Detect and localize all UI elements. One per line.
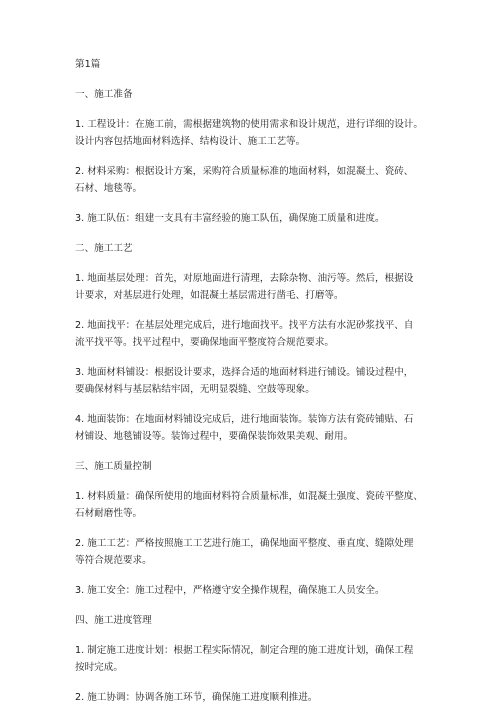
paragraph-line: 要确保材料与基层粘结牢固，无明显裂缝、空鼓等现象。	[75, 384, 315, 395]
paragraph-gap	[75, 351, 435, 364]
paragraph-line: 1. 材料质量：确保所使用的地面材料符合质量标准，如混凝土强度、瓷砖平整度、	[75, 491, 423, 502]
paragraph-line: 流平找平等。找平过程中，要确保地面平整度符合规范要求。	[75, 337, 335, 348]
paragraph-gap	[75, 599, 435, 612]
paragraph-line: 计要求，对基层进行处理，如混凝土基层需进行凿毛、打磨等。	[75, 290, 344, 301]
section-heading: 一、施工准备	[75, 89, 133, 100]
paragraph-gap	[75, 197, 435, 210]
paragraph-line: 等符合规范要求。	[75, 555, 152, 566]
paragraph-line: 1. 地面基层处理：首先，对原地面进行清理，去除杂物、油污等。然后，根据设	[75, 273, 414, 284]
paragraph-gap	[75, 257, 435, 270]
list-item	[75, 163, 435, 197]
chapter-title: 第1篇	[75, 59, 101, 70]
paragraph-gap	[75, 676, 435, 689]
paragraph-line: 2. 材料采购：根据设计方案，采购符合质量标准的地面材料，如混凝土、瓷砖、	[75, 166, 414, 177]
list-item	[75, 488, 435, 522]
paragraph-gap	[75, 569, 435, 582]
paragraph-gap	[75, 150, 435, 163]
paragraph-line: 3. 地面材料铺设：根据设计要求，选择合适的地面材料进行铺设。铺设过程中，	[75, 367, 414, 378]
paragraph-line: 石材、地毯等。	[75, 183, 143, 194]
list-item	[75, 364, 435, 398]
paragraph-gap	[75, 304, 435, 317]
paragraph-line: 材铺设、地毯铺设等。装饰过程中，要确保装饰效果美观、耐用。	[75, 431, 354, 442]
section-heading: 三、施工质量控制	[75, 461, 152, 472]
list-item	[75, 535, 435, 569]
paragraph-gap	[75, 398, 435, 411]
section-heading: 四、施工进度管理	[75, 615, 152, 626]
paragraph-gap	[75, 103, 435, 116]
list-item	[75, 317, 435, 351]
paragraph-gap	[75, 73, 435, 86]
list-item	[75, 689, 435, 706]
paragraph-gap	[75, 629, 435, 642]
paragraph-line: 设计内容包括地面材料选择、结构设计、施工工艺等。	[75, 136, 306, 147]
paragraph-line: 2. 施工工艺：严格按照施工工艺进行施工，确保地面平整度、垂直度、缝隙处理	[75, 538, 414, 549]
list-item	[75, 116, 435, 150]
paragraph-gap	[75, 522, 435, 535]
paragraph-gap	[75, 445, 435, 458]
document-body	[75, 56, 435, 706]
list-item	[75, 210, 435, 227]
paragraph-line: 按时完成。	[75, 662, 123, 673]
list-item	[75, 582, 435, 599]
paragraph-line: 3. 施工队伍：组建一支具有丰富经验的施工队伍，确保施工质量和进度。	[75, 213, 385, 224]
list-item	[75, 270, 435, 304]
list-item	[75, 411, 435, 445]
list-item	[75, 642, 435, 676]
paragraph-line: 1. 工程设计：在施工前，需根据建筑物的使用需求和设计规范，进行详细的设计。	[75, 119, 423, 130]
paragraph-line: 2. 施工协调：协调各施工环节，确保施工进度顺利推进。	[75, 692, 318, 703]
paragraph-line: 1. 制定施工进度计划：根据工程实际情况，制定合理的施工进度计划，确保工程	[75, 645, 414, 656]
paragraph-line: 4. 地面装饰：在地面材料铺设完成后，进行地面装饰。装饰方法有瓷砖铺贴、石	[75, 414, 414, 425]
paragraph-line: 石材耐磨性等。	[75, 508, 143, 519]
paragraph-gap	[75, 475, 435, 488]
paragraph-line: 3. 施工安全：施工过程中，严格遵守安全操作规程，确保施工人员安全。	[75, 585, 385, 596]
paragraph-line: 2. 地面找平：在基层处理完成后，进行地面找平。找平方法有水泥砂浆找平、自	[75, 320, 414, 331]
section-heading: 二、施工工艺	[75, 243, 133, 254]
paragraph-gap	[75, 227, 435, 240]
